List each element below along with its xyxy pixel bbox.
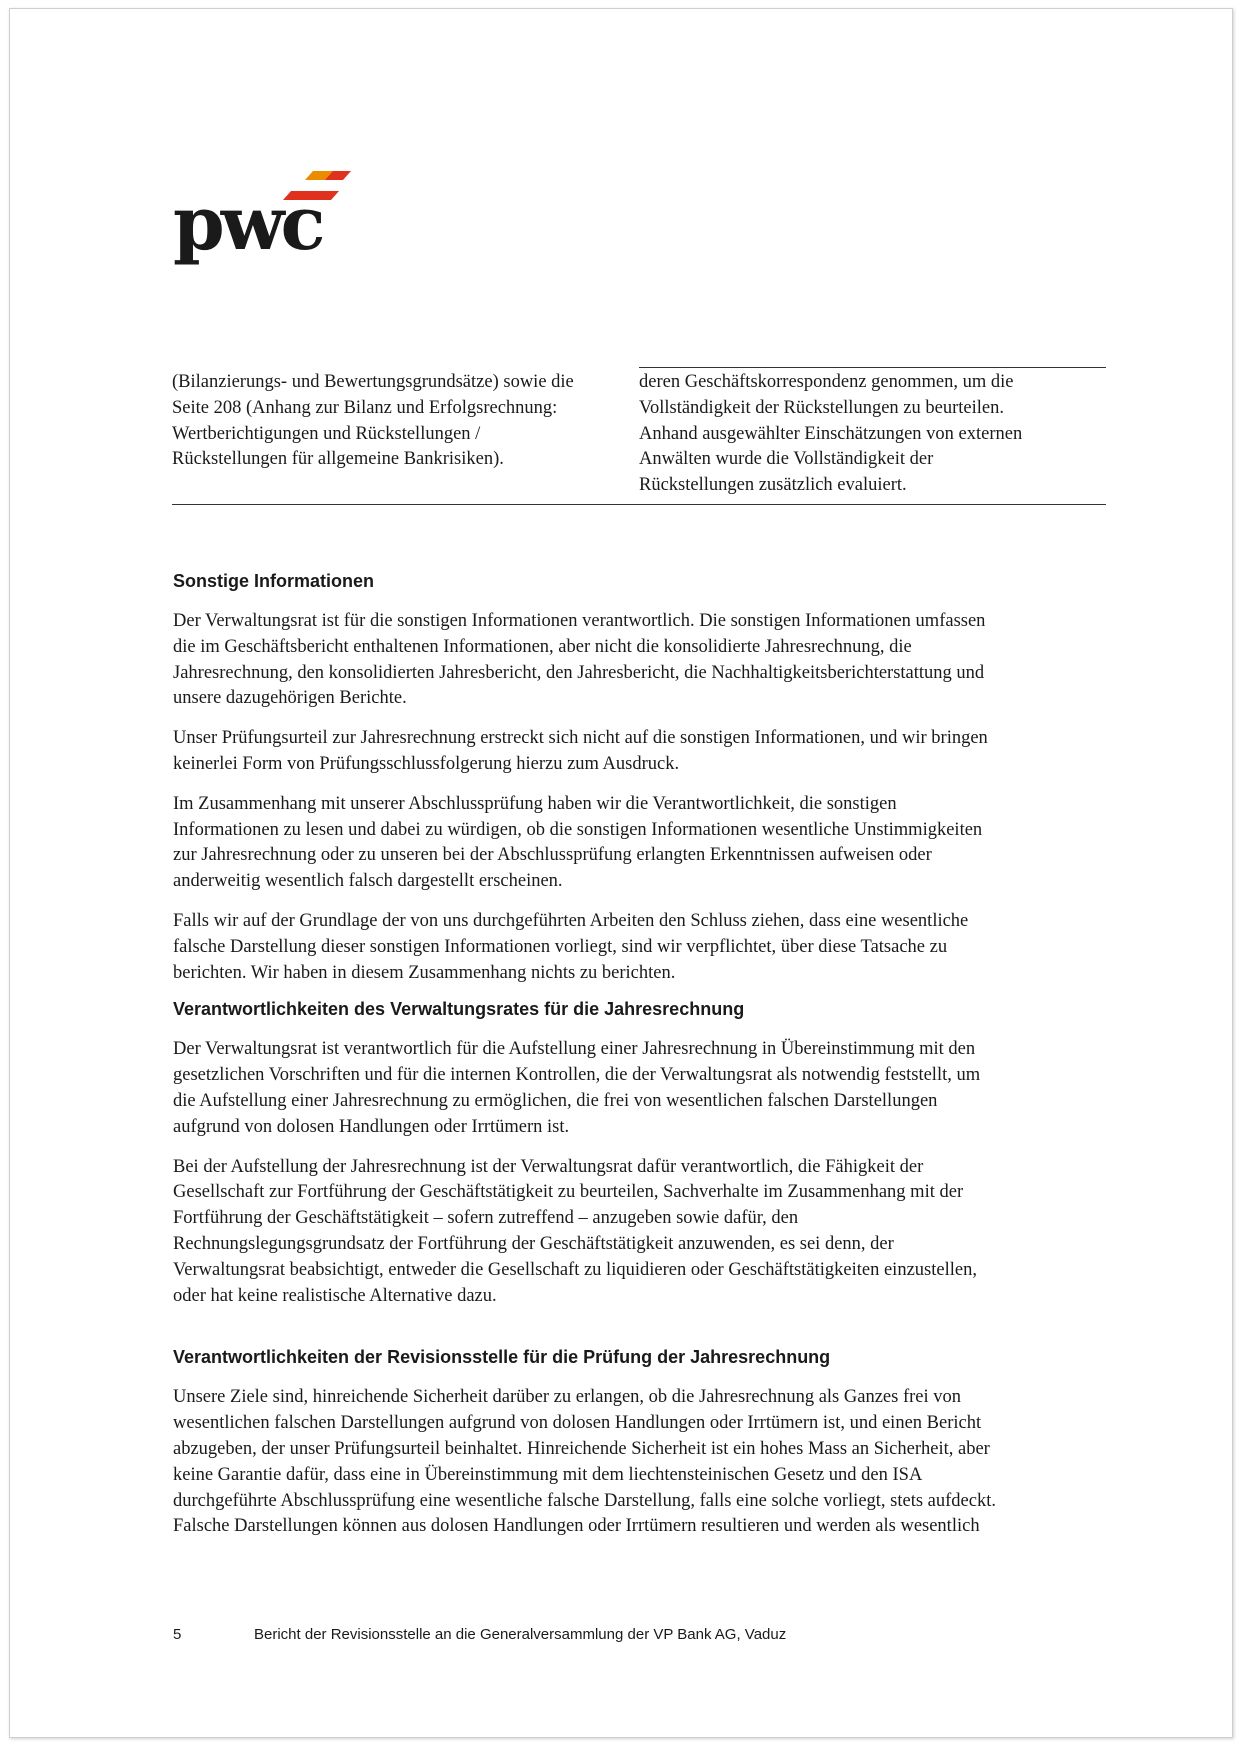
- paragraph: Der Verwaltungsrat ist verantwortlich für die Aufstellung einer Jahresrechnung in Übereinstimmung mit den gesetzlichen Vorschriften und für die internen Kontrollen, die der Verwaltungsrat als notwendig feststellt, um die Aufstellung einer Jahresrechnung zu ermöglichen, die frei von wesentlichen falschen Darstellungen aufgrund von dolosen Handlungen oder Irrtümern ist.: [173, 1039, 981, 1137]
- report-body: [173, 569, 1108, 1540]
- section-heading-verantwortlichkeiten-revisionsstelle: Verantwortlichkeiten der Revisionsstelle für die Prüfung der Jahresrechnung: [173, 1347, 831, 1368]
- key-matter-table-fragment: [172, 366, 1106, 506]
- table-cell-left: (Bilanzierungs- und Bewertungsgrundsätze) sowie die Seite 208 (Anhang zur Bilanz und Erfolgsrechnung: Wertberichtigungen und Rückstellungen / Rückstellungen für allgemeine Bankrisiken).: [172, 372, 574, 470]
- page: [9, 8, 1233, 1738]
- page-number: 5: [173, 1626, 182, 1643]
- table-bottom-rule: [172, 504, 1106, 505]
- paragraph: Im Zusammenhang mit unserer Abschlussprüfung haben wir die Verantwortlichkeit, die sonstigen Informationen zu lesen und dabei zu würdigen, ob die sonstigen Informationen wesentliche Unstimmigkeiten zur Jahresrechnung oder zu unseren bei der Abschlussprüfung erlangten Erkenntnissen aufweisen oder anderweitig wesentlich falsch dargestellt erscheinen.: [173, 793, 983, 892]
- section-heading-verantwortlichkeiten-verwaltungsrat: Verantwortlichkeiten des Verwaltungsrates für die Jahresrechnung: [173, 999, 745, 1020]
- paragraph: Der Verwaltungsrat ist für die sonstigen Informationen verantwortlich. Die sonstigen Informationen umfassen die im Geschäftsbericht enthaltenen Informationen, aber nicht die konsolidierte Jahresrechnung, die Jahresrechnung, den konsolidierten Jahresbericht, den Jahresbericht, die Nachhaltigkeitsberichterstattung und unsere dazugehörigen Berichte.: [173, 611, 986, 709]
- paragraph: Bei der Aufstellung der Jahresrechnung ist der Verwaltungsrat dafür verantwortlich, die Fähigkeit der Gesellschaft zur Fortführung der Geschäftstätigkeit zu beurteilen, Sachverhalte im Zusammenhang mit der Fortführung der Geschäftstätigkeit – sofern zutreffend – anzugeben sowie dafür, den Rechnungslegungsgrundsatz der Fortführung der Geschäftstätigkeit anzuwenden, es sei denn, der Verwaltungsrat beabsichtigt, entweder die Gesellschaft zu liquidieren oder Geschäftstätigkeiten einzustellen, oder hat keine realistische Alternative dazu.: [173, 1156, 977, 1306]
- pwc-logo: [173, 167, 353, 267]
- footer-text: Bericht der Revisionsstelle an die Generalversammlung der VP Bank AG, Vaduz: [254, 1626, 787, 1643]
- paragraph: Unser Prüfungsurteil zur Jahresrechnung erstreckt sich nicht auf die sonstigen Informationen, und wir bringen keinerlei Form von Prüfungsschlussfolgerung hierzu zum Ausdruck.: [173, 728, 988, 774]
- table-cell-right: deren Geschäftskorrespondenz genommen, um die Vollständigkeit der Rückstellungen zu beurteilen. Anhand ausgewählter Einschätzungen von externen Anwälten wurde die Vollständigkeit der Rückstellungen zusätzlich evaluiert.: [639, 372, 1023, 496]
- table-top-rule: [639, 367, 1106, 368]
- paragraph: Falls wir auf der Grundlage der von uns durchgeführten Arbeiten den Schluss ziehen, dass eine wesentliche falsche Darstellung dieser sonstigen Informationen vorliegt, sind wir verpflichtet, über diese Tatsache zu berichten. Wir haben in diesem Zusammenhang nichts zu berichten.: [173, 910, 969, 983]
- section-heading-sonstige-informationen: Sonstige Informationen: [173, 571, 375, 591]
- paragraph: Unsere Ziele sind, hinreichende Sicherheit darüber zu erlangen, ob die Jahresrechnung als Ganzes frei von wesentlichen falschen Darstellungen aufgrund von dolosen Handlungen oder Irrtümern ist, und einen Bericht abzugeben, der unser Prüfungsurteil beinhaltet. Hinreichende Sicherheit ist ein hohes Mass an Sicherheit, aber keine Garantie dafür, dass eine in Übereinstimmung mit dem liechtensteinischen Gesetz und den ISA durchgeführte Abschlussprüfung eine wesentliche falsche Darstellung, falls eine solche vorliegt, stets aufdeckt. Falsche Darstellungen können aus dolosen Handlungen oder Irrtümern resultieren und werden als wesentlich: [173, 1387, 996, 1537]
- logo-wordmark: pwc: [173, 181, 322, 267]
